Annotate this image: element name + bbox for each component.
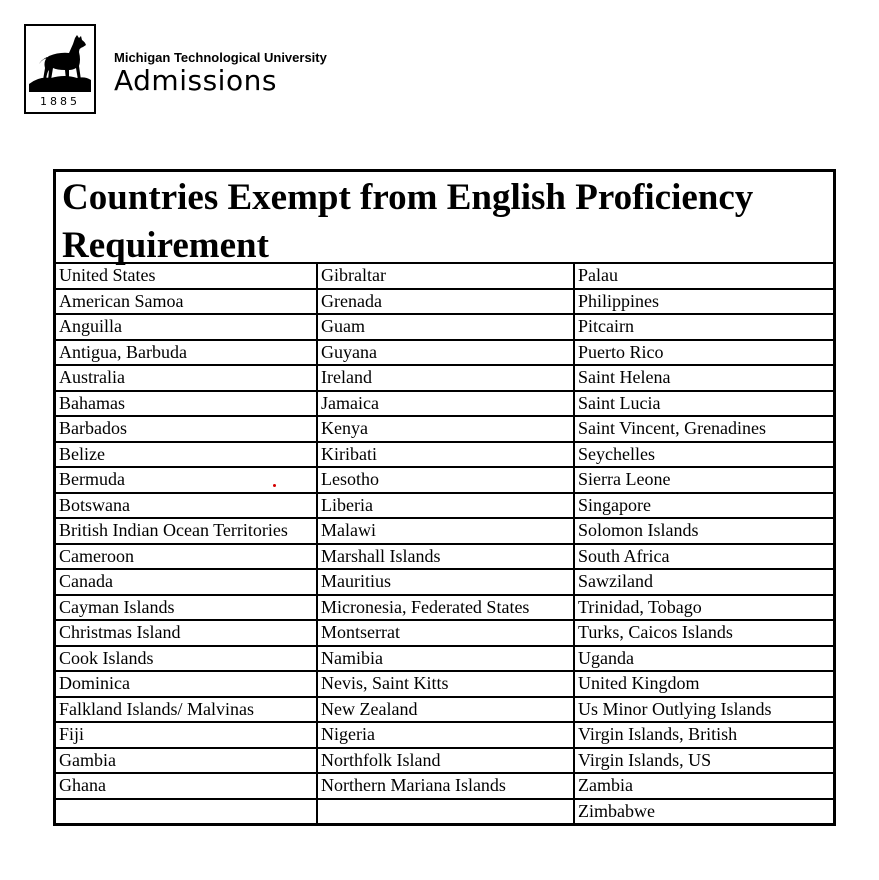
- country-cell: Cayman Islands: [56, 595, 317, 621]
- country-cell: Trinidad, Tobago: [574, 595, 833, 621]
- table-row: [56, 773, 833, 799]
- country-cell: Kenya: [317, 416, 574, 442]
- table-row: [56, 569, 833, 595]
- table-row: [56, 697, 833, 723]
- university-name: Michigan Technological University: [114, 50, 327, 65]
- country-cell: Saint Helena: [574, 365, 833, 391]
- country-cell: Saint Vincent, Grenadines: [574, 416, 833, 442]
- country-cell: Us Minor Outlying Islands: [574, 697, 833, 723]
- country-cell: Philippines: [574, 289, 833, 315]
- stray-mark: [273, 484, 276, 487]
- table-row: [56, 595, 833, 621]
- country-cell: Nigeria: [317, 722, 574, 748]
- university-logo: [24, 24, 96, 114]
- country-cell: Solomon Islands: [574, 518, 833, 544]
- countries-grid: [56, 264, 833, 823]
- country-cell: Uganda: [574, 646, 833, 672]
- country-cell: Jamaica: [317, 391, 574, 417]
- country-cell: Mauritius: [317, 569, 574, 595]
- country-cell: Montserrat: [317, 620, 574, 646]
- country-cell: Northfolk Island: [317, 748, 574, 774]
- country-cell: Seychelles: [574, 442, 833, 468]
- country-cell: Marshall Islands: [317, 544, 574, 570]
- country-cell: Turks, Caicos Islands: [574, 620, 833, 646]
- country-cell: Sierra Leone: [574, 467, 833, 493]
- table-row: [56, 518, 833, 544]
- table-row: [56, 799, 833, 824]
- country-cell: Ireland: [317, 365, 574, 391]
- country-cell: Guam: [317, 314, 574, 340]
- table-row: [56, 314, 833, 340]
- country-cell: Falkland Islands/ Malvinas: [56, 697, 317, 723]
- country-cell: Christmas Island: [56, 620, 317, 646]
- table-row: [56, 722, 833, 748]
- country-cell: United States: [56, 264, 317, 289]
- country-cell: Ghana: [56, 773, 317, 799]
- logo-year: 1885: [40, 95, 80, 108]
- country-cell: Liberia: [317, 493, 574, 519]
- country-cell: Cook Islands: [56, 646, 317, 672]
- document-title: Countries Exempt from English Proficiency Requirement: [56, 172, 833, 264]
- country-cell: Singapore: [574, 493, 833, 519]
- country-cell: Antigua, Barbuda: [56, 340, 317, 366]
- country-cell: Nevis, Saint Kitts: [317, 671, 574, 697]
- country-cell: [317, 799, 574, 824]
- table-row: [56, 365, 833, 391]
- country-cell: Lesotho: [317, 467, 574, 493]
- country-cell: Zambia: [574, 773, 833, 799]
- country-cell: Virgin Islands, US: [574, 748, 833, 774]
- country-cell: United Kingdom: [574, 671, 833, 697]
- country-cell: South Africa: [574, 544, 833, 570]
- country-cell: Kiribati: [317, 442, 574, 468]
- table-row: [56, 620, 833, 646]
- country-cell: Puerto Rico: [574, 340, 833, 366]
- table-row: [56, 493, 833, 519]
- exempt-countries-table: [53, 169, 836, 826]
- country-cell: Grenada: [317, 289, 574, 315]
- country-cell: Anguilla: [56, 314, 317, 340]
- table-row: [56, 340, 833, 366]
- country-cell: Fiji: [56, 722, 317, 748]
- country-cell: Canada: [56, 569, 317, 595]
- table-row: [56, 671, 833, 697]
- table-row: [56, 646, 833, 672]
- department-name: Admissions: [114, 64, 277, 97]
- country-cell: Virgin Islands, British: [574, 722, 833, 748]
- country-cell: Saint Lucia: [574, 391, 833, 417]
- table-row: [56, 416, 833, 442]
- country-cell: Botswana: [56, 493, 317, 519]
- country-cell: Barbados: [56, 416, 317, 442]
- country-cell: Australia: [56, 365, 317, 391]
- country-cell: American Samoa: [56, 289, 317, 315]
- country-cell: Pitcairn: [574, 314, 833, 340]
- country-cell: Zimbabwe: [578, 800, 655, 821]
- country-cell: Gibraltar: [317, 264, 574, 289]
- country-cell: Gambia: [56, 748, 317, 774]
- country-cell: Micronesia, Federated States: [317, 595, 574, 621]
- country-cell: Guyana: [317, 340, 574, 366]
- table-row: [56, 748, 833, 774]
- country-cell: Sawziland: [574, 569, 833, 595]
- country-cell: Namibia: [317, 646, 574, 672]
- country-cell: Bermuda: [56, 467, 317, 493]
- table-row: [56, 467, 833, 493]
- country-cell: Bahamas: [56, 391, 317, 417]
- country-cell: Palau: [574, 264, 833, 289]
- country-cell: [56, 799, 317, 824]
- country-cell: Dominica: [56, 671, 317, 697]
- table-row: [56, 391, 833, 417]
- country-cell: British Indian Ocean Territories: [56, 518, 317, 544]
- country-cell: Cameroon: [56, 544, 317, 570]
- table-row: [56, 442, 833, 468]
- table-row: [56, 289, 833, 315]
- country-cell: Malawi: [317, 518, 574, 544]
- husky-icon: [29, 30, 91, 92]
- country-cell: Belize: [56, 442, 317, 468]
- country-cell: Northern Mariana Islands: [317, 773, 574, 799]
- country-cell: New Zealand: [317, 697, 574, 723]
- table-row: [56, 544, 833, 570]
